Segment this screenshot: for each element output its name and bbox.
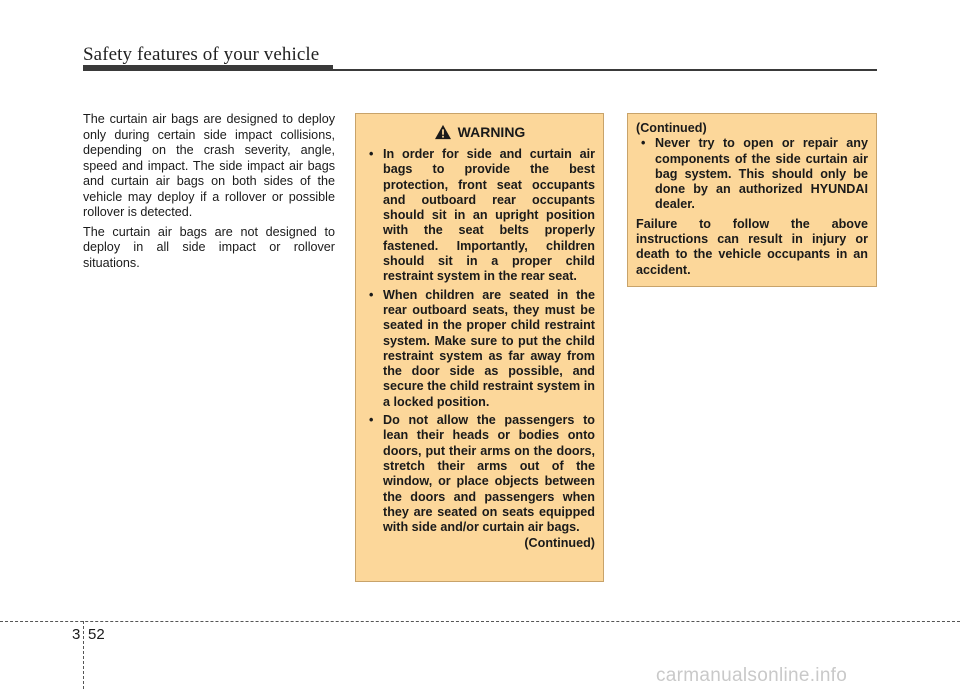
continued-label: (Continued) <box>524 536 595 551</box>
warning-item <box>364 288 595 410</box>
warning-box <box>355 113 604 582</box>
continued-final-text: Failure to follow the above instructions can result in injury or death to the vehicle occupants in an accident. <box>636 216 868 277</box>
bullet: • <box>369 287 374 302</box>
continued-item-text: Never try to open or repair any components of the side curtain air bag system. This should only be done by an authorized HYUNDAI dealer. <box>655 136 868 212</box>
body-text <box>83 112 335 275</box>
warning-item-text: When children are seated in the rear outboard seats, they must be seated in the proper child restraint system. Make sure to put the child restraint system as far away from the door side as possible, and secure the child restraint system in a locked position. <box>383 287 595 409</box>
warning-title: WARNING <box>457 124 526 140</box>
continued-list <box>636 136 868 212</box>
chapter-number: 3 <box>72 626 81 643</box>
footer-divider <box>83 621 84 689</box>
warning-triangle-icon <box>434 124 452 140</box>
body-paragraph-2: The curtain air bags are not designed to deploy in all side impact or rollover situations. <box>83 224 335 270</box>
page-header-title: Safety features of your vehicle <box>83 44 320 65</box>
watermark: carmanualsonline.info <box>656 665 848 686</box>
continued-item <box>636 136 868 212</box>
page-number: 52 <box>88 626 105 643</box>
warning-item <box>364 413 595 535</box>
bullet: • <box>369 413 374 428</box>
header-rule-thick <box>83 65 333 71</box>
bullet: • <box>369 147 374 161</box>
bullet: • <box>641 136 646 151</box>
warning-item-text: In order for side and curtain air bags to provide the best protection, front seat occupants and outboard rear occupants should sit in an upright position with the seat belts properly fastened. Importantly, children should sit in a proper child restraint system in the rear seat. <box>383 147 595 284</box>
body-paragraph-1: The curtain air bags are designed to deploy only during certain side impact collisions, depending on the crash severity, angle, speed and impact. The side impact air bags and curtain air bags on both sides of the vehicle may deploy if a rollover or possible rollover is detected. <box>83 112 335 219</box>
warning-item-text: Do not allow the passengers to lean their heads or bodies onto doors, put their arms on the doors, stretch their arms out of the window, or place objects between the doors and passengers when they are seated on seats equipped with side and/or curtain air bags. <box>383 413 595 535</box>
warning-header <box>364 124 595 140</box>
footer-rule <box>0 621 960 622</box>
warning-item <box>364 147 595 285</box>
warning-list <box>364 147 595 535</box>
continued-head: (Continued) <box>636 121 707 135</box>
header-rule-thin <box>333 69 877 71</box>
continued-warning-box <box>627 113 877 287</box>
